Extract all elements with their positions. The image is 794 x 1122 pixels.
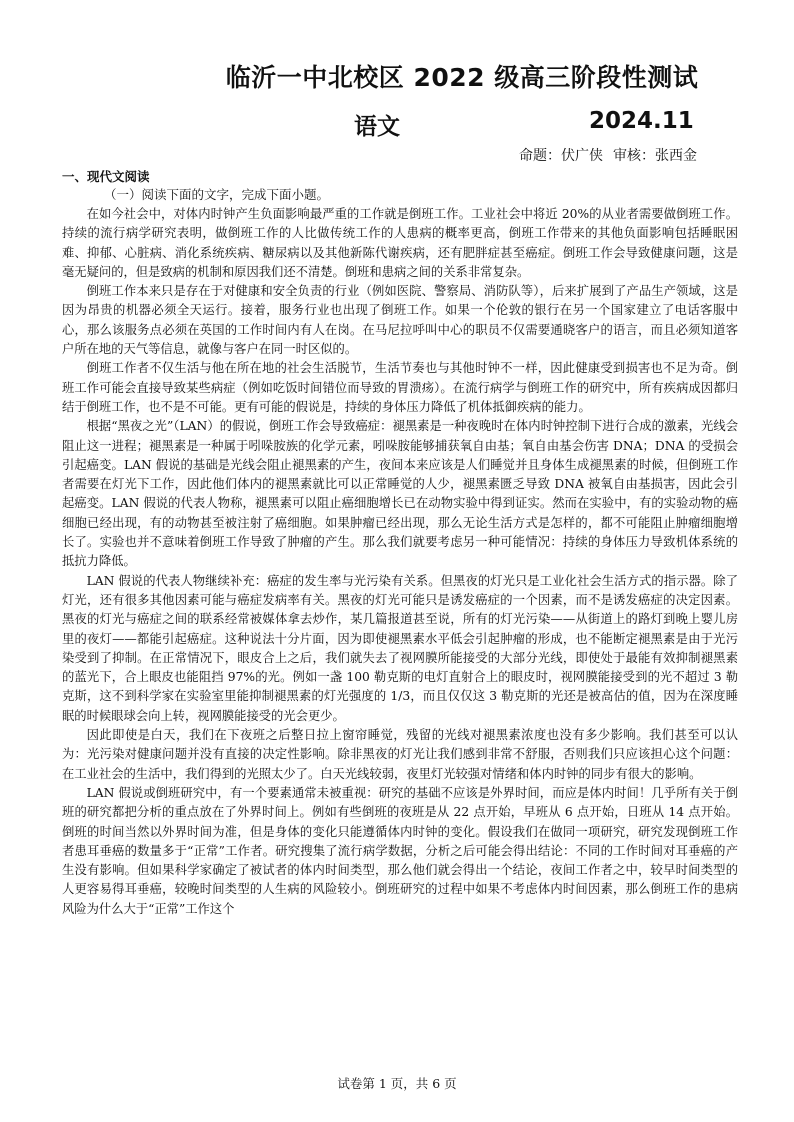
subject-label: 语文: [354, 114, 400, 140]
page-footer: 试卷第 1 页，共 6 页: [337, 1076, 457, 1091]
paragraph-7: LAN 假说或倒班研究中，有一个要素通常未被重视：研究的基础不应该是外界时间，而应是体内时间！几乎所有关于倒班的研究都把分析的重点放在了外界时间上。例如有些倒班的夜班是从 22 点开始，早班从 6 点开始，日班从 14 点开始。倒班的时间当然以外界时间为准，但是身体的变化只能遵循体内时钟的变化。假设我们在做同一项研究，研究发现倒班工作者患耳垂癌的数量多于“正常”工作者。研究搜集了流行病学数据，分析之后可能会得出结论：不同的工作时间对耳垂癌的产生没有影响。但如果科学家确定了被试者的体内时间类型，那么他们就会得出一个结论，夜间工作者之中，较早时间类型的人更容易得耳垂癌，较晚时间类型的人生病的风险较小。倒班研究的过程中如果不考虑体内时间因素，那么倒班工作的患病风险为什么大于“正常”工作这个: [62, 785, 738, 916]
paragraph-6: 因此即使是白天，我们在下夜班之后整日拉上窗帘睡觉，残留的光线对褪黑素浓度也没有多少影响。我们甚至可以认为：光污染对健康问题并没有直接的决定性影响。除非黑夜的灯光让我们感到非常不舒服，否则我们只应该担心这个问题：在工业社会的生活中，我们得到的光照太少了。白天光线较弱，夜里灯光较强对情绪和体内时钟的同步有很大的影响。: [62, 728, 738, 781]
paragraph-3: 倒班工作者不仅生活与他在所在地的社会生活脱节，生活节奏也与其他时钟不一样，因此健康受到损害也不足为奇。倒班工作可能会直接导致某些病症（例如吃饭时间错位而导致的胃溃疡）。在流行病学与倒班工作的研究中，所有疾病成因都归结于倒班工作，也不是不可能。更有可能的假说是，持续的身体压力降低了机体抵御疾病的能力。: [62, 361, 738, 414]
author-line: [519, 145, 707, 165]
reviewer-label: 审核：张西金: [613, 148, 697, 164]
paragraph-1: 在如今社会中，对体内时钟产生负面影响最严重的工作就是倒班工作。工业社会中将近 20%的从业者需要做倒班工作。持续的流行病学研究表明，做倒班工作的人比做传统工作的人患病的概率更高，倒班工作带来的其他负面影响包括睡眠困难、抑郁、心脏病、消化系统疾病、糖尿病以及其他新陈代谢疾病，还有肥胖症甚至癌症。倒班工作会导致健康问题，这是毫无疑问的，但是致病的机制和原因我们还不清楚。倒班和患病之间的关系非常复杂。: [62, 207, 738, 279]
exam-date: 2024.11: [589, 108, 694, 134]
reading-instruction: （一）阅读下面的文字，完成下面小题。: [104, 187, 330, 202]
paragraph-5: LAN 假说的代表人物继续补充：癌症的发生率与光污染有关系。但黑夜的灯光只是工业化社会生活方式的指示器。除了灯光，还有很多其他因素可能与癌症发病率有关。黑夜的灯光可能只是诱发癌症的一个因素，而不是诱发癌症的决定因素。黑夜的灯光与癌症之间的联系经常被媒体拿去炒作，某几篇报道甚至说，所有的灯光污染——从街道上的路灯到晚上婴儿房里的夜灯——都能引起癌症。这种说法十分片面，因为即使褪黑素水平低会引起肿瘤的形成，也不能断定褪黑素是由于光污染受到了抑制。在正常情况下，眼皮合上之后，我们就失去了视网膜所能接受的大部分光线，即使处于最能有效抑制褪黑素的蓝光下，合上眼皮也能阻挡 97%的光。例如一盏 100 勒克斯的电灯直射合上的眼皮时，视网膜能接受到的光不超过 3 勒克斯，这不到科学家在实验室里能抑制褪黑素的灯光强度的 1/3，而且仅仅这 3 勒克斯的光还是被高估的值，因为在深度睡眠的时候眼球会向上转，视网膜能接受的光会更少。: [62, 573, 738, 723]
paragraph-2: 倒班工作本来只是存在于对健康和安全负责的行业（例如医院、警察局、消防队等），后来扩展到了产品生产领域，这是因为昂贵的机器必须全天运行。接着，服务行业也出现了倒班工作。如果一个伦敦的银行在另一个国家建立了电话客服中心，那么该服务点必须在英国的工作时间内有人在岗。在马尼拉呼叫中心的职员不仅需要通晓客户的语言，而且必须知道客户所在地的天气等信息，就像与客户在同一时区似的。: [62, 284, 738, 357]
exam-title: 临沂一中北校区 2022 级高三阶段性测试: [225, 63, 699, 92]
section-heading: 一、现代文阅读: [62, 169, 150, 184]
reading-passage: [62, 205, 738, 919]
setter-label: 命题：伏广侠: [519, 148, 603, 164]
paragraph-4: 根据“黑夜之光”（LAN）的假说，倒班工作会导致癌症：褪黑素是一种夜晚时在体内时钟控制下进行合成的激素，光线会阻止这一进程；褪黑素是一种属于吲哚胺族的化学元素，吲哚胺能够捕获氧自由基；氧自由基会伤害 DNA；DNA 的受损会引起癌变。LAN 假说的基础是光线会阻止褪黑素的产生，夜间本来应该是人们睡觉并且身体生成褪黑素的时候，但倒班工作者需要在灯光下工作，因此他们体内的褪黑素就比可以正常睡觉的人少，褪黑素匮乏导致 DNA 被氧自由基损害，因此会引起癌变。LAN 假说的代表人物称，褪黑素可以阻止癌细胞增长已在动物实验中得到证实。然而在实验中，有的实验动物的癌细胞已经出现，有的动物甚至被注射了癌细胞。如果肿瘤已经出现，那么无论生活方式是怎样的，都不可能阻止肿瘤细胞增长了。实验也并不意味着倒班工作导致了肿瘤的产生。那么我们就要考虑另一种可能情况：持续的身体压力导致机体系统的抵抗力降低。: [62, 419, 738, 569]
